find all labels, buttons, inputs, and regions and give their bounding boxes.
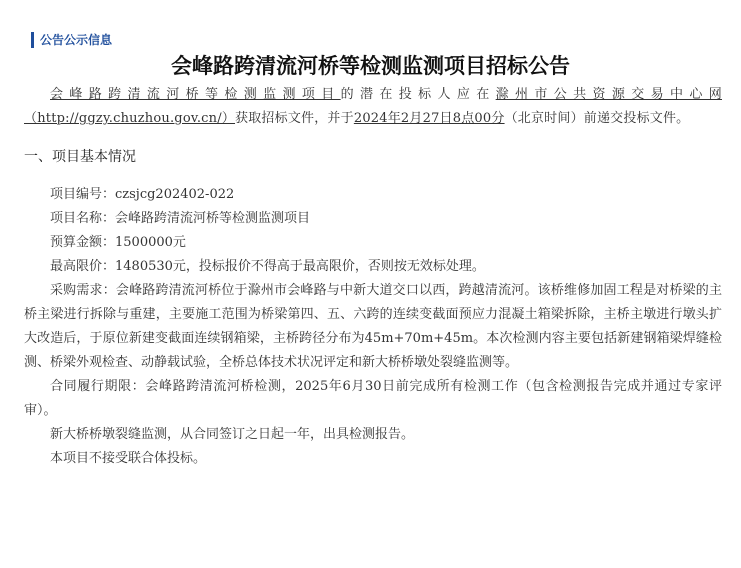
page-title: 会峰路跨清流河桥等检测监测项目招标公告 <box>171 54 570 78</box>
consortium-paragraph: 本项目不接受联合体投标。 <box>50 451 207 466</box>
intro-text-3: （北京时间）前递交投标文件。 <box>504 111 690 126</box>
field-project-name: 项目名称：会峰路跨清流河桥等检测监测项目 <box>50 211 311 226</box>
contract-period-paragraph: 合同履行期限：会峰路跨清流河桥检测，2025年6月30日前完成所有检测工作（包含检测报告完成并通过专家评审）。 <box>24 379 722 418</box>
section-tag <box>31 31 112 49</box>
field-max-price: 最高限价：1480530元，投标报价不得高于最高限价，否则按无效标处理。 <box>50 259 485 274</box>
field-budget: 预算金额：1500000元 <box>50 235 186 250</box>
procurement-need-paragraph: 采购需求：会峰路跨清流河桥位于滁州市会峰路与中新大道交口以西，跨越清流河。该桥维修加固工程是对桥梁的主桥主梁进行拆除与重建，主要施工范围为桥梁第四、五、六跨的连续变截面预应力混凝土箱梁拆除，主桥主墩进行墩头扩大改造后，于原位新建变截面连续钢箱梁，主桥跨径分布为45m+70m+45m。本次检测内容主要包括新建钢箱梁焊缝检测、桥梁外观检查、动静载试验，全桥总体技术状况评定和新大桥桥墩处裂缝监测等。 <box>24 283 722 370</box>
trading-center-url-link[interactable]: （http://ggzy.chuzhou.gov.cn/） <box>24 111 236 126</box>
intro-text-1: 的潜在投标人应在 <box>340 87 496 102</box>
project-name-link[interactable]: 会峰路跨清流河桥等检测监测项目 <box>50 87 341 102</box>
deadline-date: 2024年2月27日8点00分 <box>353 111 505 126</box>
intro-paragraph <box>24 83 722 131</box>
section-heading-basic-info: 一、项目基本情况 <box>24 149 136 165</box>
field-project-no: 项目编号：czsjcg202402-022 <box>50 187 235 202</box>
announcement-body <box>24 83 722 471</box>
intro-text-2: 获取招标文件，并于 <box>235 111 354 126</box>
section-tag-bar <box>31 32 34 48</box>
trading-center-link[interactable]: 滁州市公共资源交易中心网 <box>495 87 722 102</box>
section-tag-label: 公告公示信息 <box>40 33 113 47</box>
crack-monitoring-paragraph: 新大桥桥墩裂缝监测，从合同签订之日起一年，出具检测报告。 <box>50 427 415 442</box>
